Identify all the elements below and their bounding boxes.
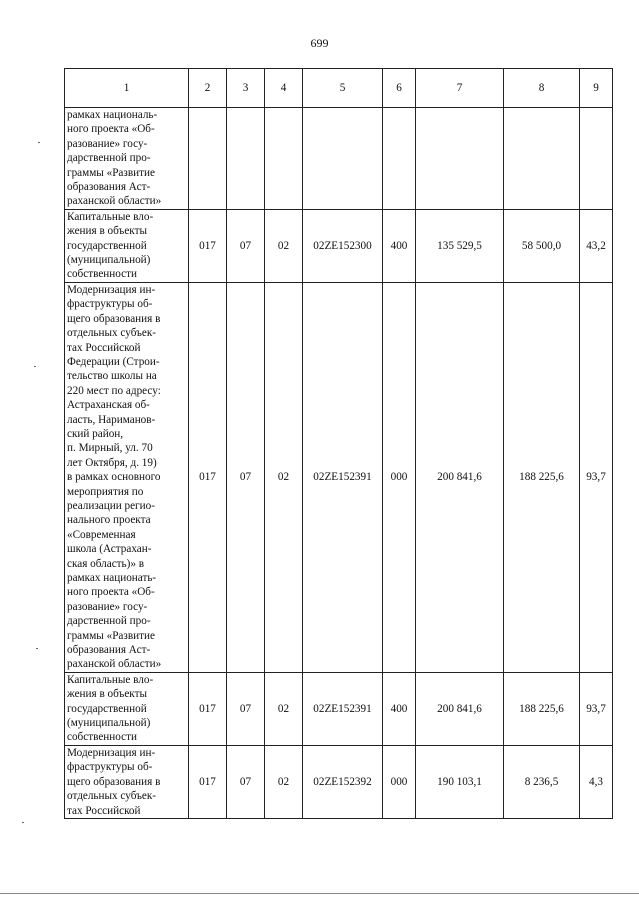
scan-speck <box>36 648 38 649</box>
expense-type-cell: 400 <box>383 672 416 745</box>
scan-speck <box>38 142 40 143</box>
percent-cell: 93,7 <box>580 672 613 745</box>
column-header: 6 <box>383 69 416 108</box>
ministry-code-cell: 017 <box>189 672 227 745</box>
ministry-code-cell: 017 <box>189 745 227 818</box>
header-row <box>65 69 613 108</box>
planned-amount-cell: 200 841,6 <box>416 282 504 672</box>
row-name-cell: Модернизация ин- фраструктуры об- щего образования в отдельных субъек- тах Российской <box>65 745 189 818</box>
section-cell <box>227 108 265 210</box>
column-header: 3 <box>227 69 265 108</box>
budget-table <box>64 68 613 819</box>
scan-speck <box>34 366 36 367</box>
section-cell: 07 <box>227 745 265 818</box>
row-name-cell: рамках националь- ного проекта «Об- разование» госу- дарственной про- граммы «Развитие образования Аст- раханской области» <box>65 108 189 210</box>
target-article-cell: 02ZE152392 <box>303 745 383 818</box>
column-header: 5 <box>303 69 383 108</box>
scan-speck <box>22 822 24 823</box>
planned-amount-cell: 200 841,6 <box>416 672 504 745</box>
table-row <box>65 672 613 745</box>
executed-amount-cell: 188 225,6 <box>504 672 580 745</box>
percent-cell <box>580 108 613 210</box>
table-row <box>65 209 613 282</box>
column-header: 7 <box>416 69 504 108</box>
percent-cell: 93,7 <box>580 282 613 672</box>
expense-type-cell: 400 <box>383 209 416 282</box>
ministry-code-cell: 017 <box>189 209 227 282</box>
section-cell: 07 <box>227 672 265 745</box>
subsection-cell: 02 <box>265 672 303 745</box>
target-article-cell: 02ZE152391 <box>303 672 383 745</box>
ministry-code-cell <box>189 108 227 210</box>
subsection-cell: 02 <box>265 209 303 282</box>
table-row <box>65 108 613 210</box>
row-name-cell: Капитальные вло- жения в объекты государственной (муниципальной) собственности <box>65 672 189 745</box>
percent-cell: 43,2 <box>580 209 613 282</box>
subsection-cell <box>265 108 303 210</box>
column-header: 2 <box>189 69 227 108</box>
expense-type-cell: 000 <box>383 745 416 818</box>
expense-type-cell: 000 <box>383 282 416 672</box>
ministry-code-cell: 017 <box>189 282 227 672</box>
executed-amount-cell <box>504 108 580 210</box>
expense-type-cell <box>383 108 416 210</box>
planned-amount-cell: 135 529,5 <box>416 209 504 282</box>
page-bottom-edge <box>0 893 639 894</box>
target-article-cell: 02ZE152391 <box>303 282 383 672</box>
page-number: 699 <box>310 36 329 50</box>
column-header: 9 <box>580 69 613 108</box>
row-name-cell: Капитальные вло- жения в объекты государственной (муниципальной) собственности <box>65 209 189 282</box>
target-article-cell <box>303 108 383 210</box>
column-header: 4 <box>265 69 303 108</box>
section-cell: 07 <box>227 282 265 672</box>
percent-cell: 4,3 <box>580 745 613 818</box>
executed-amount-cell: 58 500,0 <box>504 209 580 282</box>
executed-amount-cell: 188 225,6 <box>504 282 580 672</box>
subsection-cell: 02 <box>265 282 303 672</box>
row-name-cell: Модернизация ин- фраструктуры об- щего образования в отдельных субъек- тах Российской Федерации (Строи- тельство школы на 220 мест по адресу: Астраханская об- ласть, Нариманов- ский район, п. Мирный, ул. 70 лет Октября, д. 19) в рамках основного мероприятия по реализации регио- нального проекта «Современная школа (Астрахан- ская область)» в рамках национать- ного проекта «Об- разование» госу- дарственной про- граммы «Развитие образования Аст- раханской области» <box>65 282 189 672</box>
target-article-cell: 02ZE152300 <box>303 209 383 282</box>
planned-amount-cell <box>416 108 504 210</box>
subsection-cell: 02 <box>265 745 303 818</box>
executed-amount-cell: 8 236,5 <box>504 745 580 818</box>
section-cell: 07 <box>227 209 265 282</box>
column-header: 8 <box>504 69 580 108</box>
table-row <box>65 282 613 672</box>
table-row <box>65 745 613 818</box>
planned-amount-cell: 190 103,1 <box>416 745 504 818</box>
column-header: 1 <box>65 69 189 108</box>
